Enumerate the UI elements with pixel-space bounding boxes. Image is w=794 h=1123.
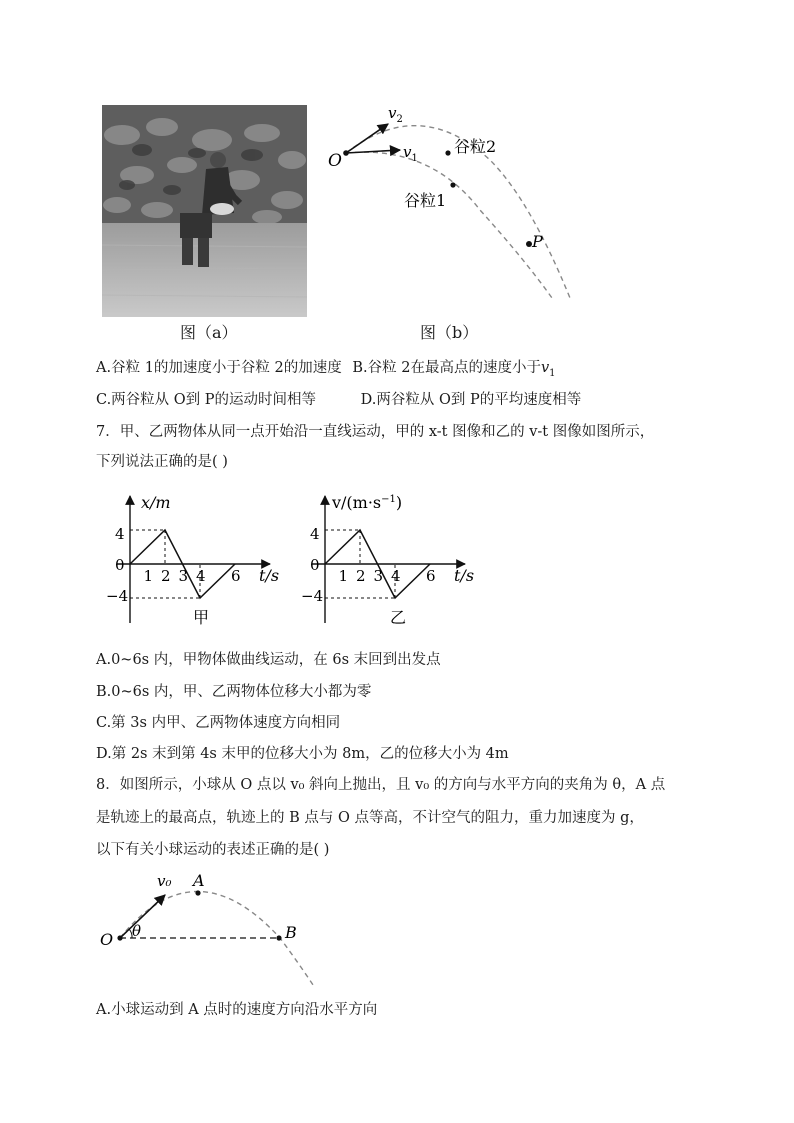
- initial-velocity-arrow: [120, 895, 165, 938]
- label-A: A: [193, 871, 205, 890]
- graph-yi-xtick-label: 4: [391, 567, 401, 585]
- label-theta: θ: [132, 922, 142, 940]
- q7-option-a: A.0~6s 内，甲物体做曲线运动，在 6s 末回到出发点: [96, 652, 441, 668]
- figure-a-caption: 图（a）: [180, 323, 238, 342]
- grain-trajectory-diagram: [320, 100, 580, 310]
- q8-stem-line-2: 是轨迹上的最高点，轨迹上的 B 点与 O 点等高，不计空气的阻力，重力加速度为 g，: [96, 810, 644, 826]
- figure-b-caption: 图（b）: [420, 323, 479, 342]
- label-grain-2: 谷粒2: [454, 137, 497, 156]
- graph-yi-ytick-neg4: −4: [301, 587, 324, 605]
- graph-jia-caption: 甲: [193, 608, 210, 627]
- graph-jia-ylabel: x/m: [141, 493, 171, 512]
- graph-yi-ytick-0: 0: [310, 556, 320, 574]
- graph-jia-ytick-0: 0: [115, 556, 125, 574]
- graph-yi-caption: 乙: [390, 608, 407, 627]
- grain-1-point: [450, 182, 455, 187]
- graph-jia-xtick-label: 2: [161, 567, 171, 585]
- label-v1: $v_1$: [403, 143, 418, 164]
- photo-illustration: [102, 105, 307, 317]
- velocity-v1-arrow: [346, 150, 400, 153]
- q7-stem-line-1: 7．甲、乙两物体从同一点开始沿一直线运动，甲的 x-t 图像和乙的 v-t 图像如图所示，: [96, 424, 655, 440]
- graph-jia-xtick-label: 6: [231, 567, 241, 585]
- graph-yi-xtick-label: 6: [426, 567, 436, 585]
- label-O: O: [100, 930, 114, 949]
- graph-yi-xtick-label: 3: [373, 567, 384, 585]
- label-P: P: [532, 232, 543, 251]
- q7-option-b: B.0~6s 内，甲、乙两物体位移大小都为零: [96, 684, 372, 700]
- graph-jia-ytick-4: 4: [115, 525, 125, 543]
- graph-yi-xlabel: t/s: [454, 566, 475, 585]
- q6-option-a-and-b: [96, 358, 556, 384]
- point-B: [276, 935, 281, 940]
- projectile-diagram: [95, 870, 335, 990]
- label-B: B: [285, 923, 297, 942]
- graph-jia-ytick-neg4: −4: [106, 587, 129, 605]
- origin-point: [343, 150, 349, 156]
- q6-option-d: D.两谷粒从 O到 P的平均速度相等: [360, 392, 582, 408]
- graph-yi-xtick-label: 2: [356, 567, 366, 585]
- label-v0: v₀: [157, 872, 172, 890]
- q8-option-a: A.小球运动到 A 点时的速度方向沿水平方向: [96, 1002, 378, 1018]
- farmer-sowing-photo: [102, 105, 307, 317]
- q7-stem-line-2: 下列说法正确的是( ): [96, 454, 228, 470]
- graph-jia-xtick-label: 4: [196, 567, 206, 585]
- q8-stem-line-1: 8．如图所示，小球从 O 点以 v₀ 斜向上抛出，且 v₀ 的方向与水平方向的夹角为 θ，A 点: [96, 777, 666, 793]
- point-A: [195, 890, 200, 895]
- q6-option-c: C.两谷粒从 O到 P的运动时间相等: [96, 392, 317, 408]
- trajectory-grain-1: [346, 152, 552, 298]
- graph-yi-ytick-4: 4: [310, 525, 320, 543]
- graph-jia-xlabel: t/s: [259, 566, 280, 585]
- q7-option-c: C.第 3s 内甲、乙两物体速度方向相同: [96, 715, 341, 731]
- graph-jia-xtick-label: 3: [178, 567, 189, 585]
- v-t-graph-yi: [300, 488, 500, 633]
- graph-yi-ylabel: $v/(m\cdot s^{-1})$: [332, 493, 403, 512]
- q6-option-b: B.谷粒 2在最高点的速度小于$v_1$: [352, 360, 556, 379]
- label-v2: $v_2$: [388, 104, 403, 125]
- graph-yi-xtick-label: 1: [338, 567, 349, 585]
- graph-jia-xtick-label: 1: [143, 567, 154, 585]
- q8-stem-line-3: 以下有关小球运动的表述正确的是( ): [96, 842, 330, 858]
- x-t-graph-jia: [105, 488, 300, 633]
- q6-option-c-and-d: [96, 390, 581, 410]
- grain-2-point: [445, 150, 450, 155]
- label-grain-1: 谷粒1: [404, 191, 447, 210]
- velocity-v2-arrow: [346, 124, 388, 153]
- label-O: O: [328, 151, 342, 171]
- point-O: [117, 935, 122, 940]
- q7-option-d: D.第 2s 末到第 4s 末甲的位移大小为 8m，乙的位移大小为 4m: [96, 746, 509, 762]
- q6-option-a: A.谷粒 1的加速度小于谷粒 2的加速度: [96, 360, 342, 376]
